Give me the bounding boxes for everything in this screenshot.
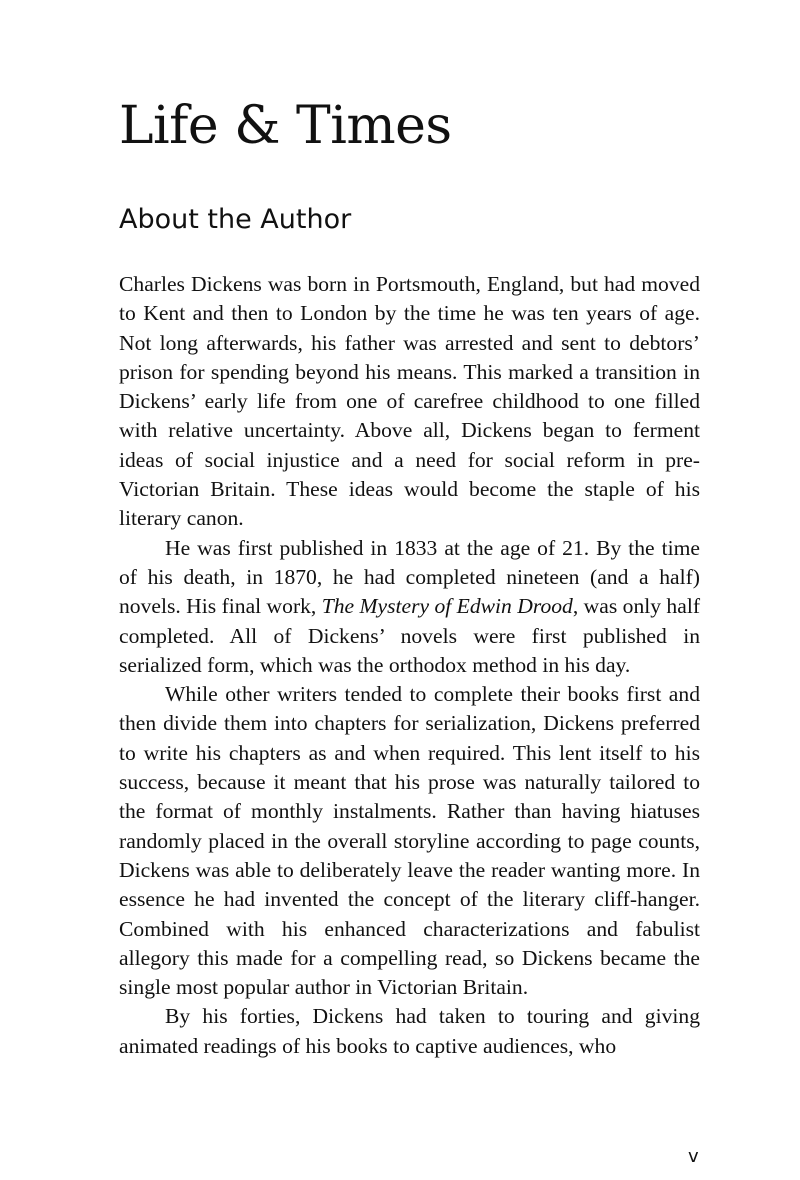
paragraph: Charles Dickens was born in Portsmouth, England, but had moved to Kent and then to London by the time he was ten years of age. Not long afterwards, his father was arrested and sent to debtors’ prison for spending beyond his means. This marked a transition in Dickens’ early life from one of carefree childhood to one filled with relative uncertainty. Above all, Dickens began to ferment ideas of social injustice and a need for social reform in pre-Victorian Britain. These ideas would become the staple of his literary canon.: [119, 272, 700, 531]
page-number: v: [688, 1146, 699, 1167]
paragraph: By his forties, Dickens had taken to touring and giving animated readings of his books to captive audiences, who: [119, 1004, 700, 1058]
paragraph: [119, 534, 700, 680]
page-title: Life & Times: [119, 96, 452, 156]
body-text: [119, 270, 700, 1061]
section-heading: About the Author: [119, 204, 352, 235]
book-title: The Mystery of Edwin Drood: [321, 594, 573, 619]
paragraph: While other writers tended to complete their books first and then divide them into chapters for serialization, Dickens preferred to write his chapters as and when required. This lent itself to his success, because it meant that his prose was naturally tailored to the format of monthly instalments. Rather than having hiatuses randomly placed in the overall storyline according to page counts, Dickens was able to deliberately leave the reader wanting more. In essence he had invented the concept of the literary cliff-hanger. Combined with his enhanced characterizations and fabulist allegory this made for a compelling read, so Dickens became the single most popular author in Victorian Britain.: [119, 682, 700, 1000]
paragraph-text: , was only half completed. All of Dickens’ novels were first published in serialized form, which was the orthodox method in his day.: [119, 594, 701, 677]
paragraph-text: He was first published in 1833 at the age of 21. By the time of his death, in 1870, he had completed nineteen (and a half) novels. His final work,: [119, 535, 700, 619]
